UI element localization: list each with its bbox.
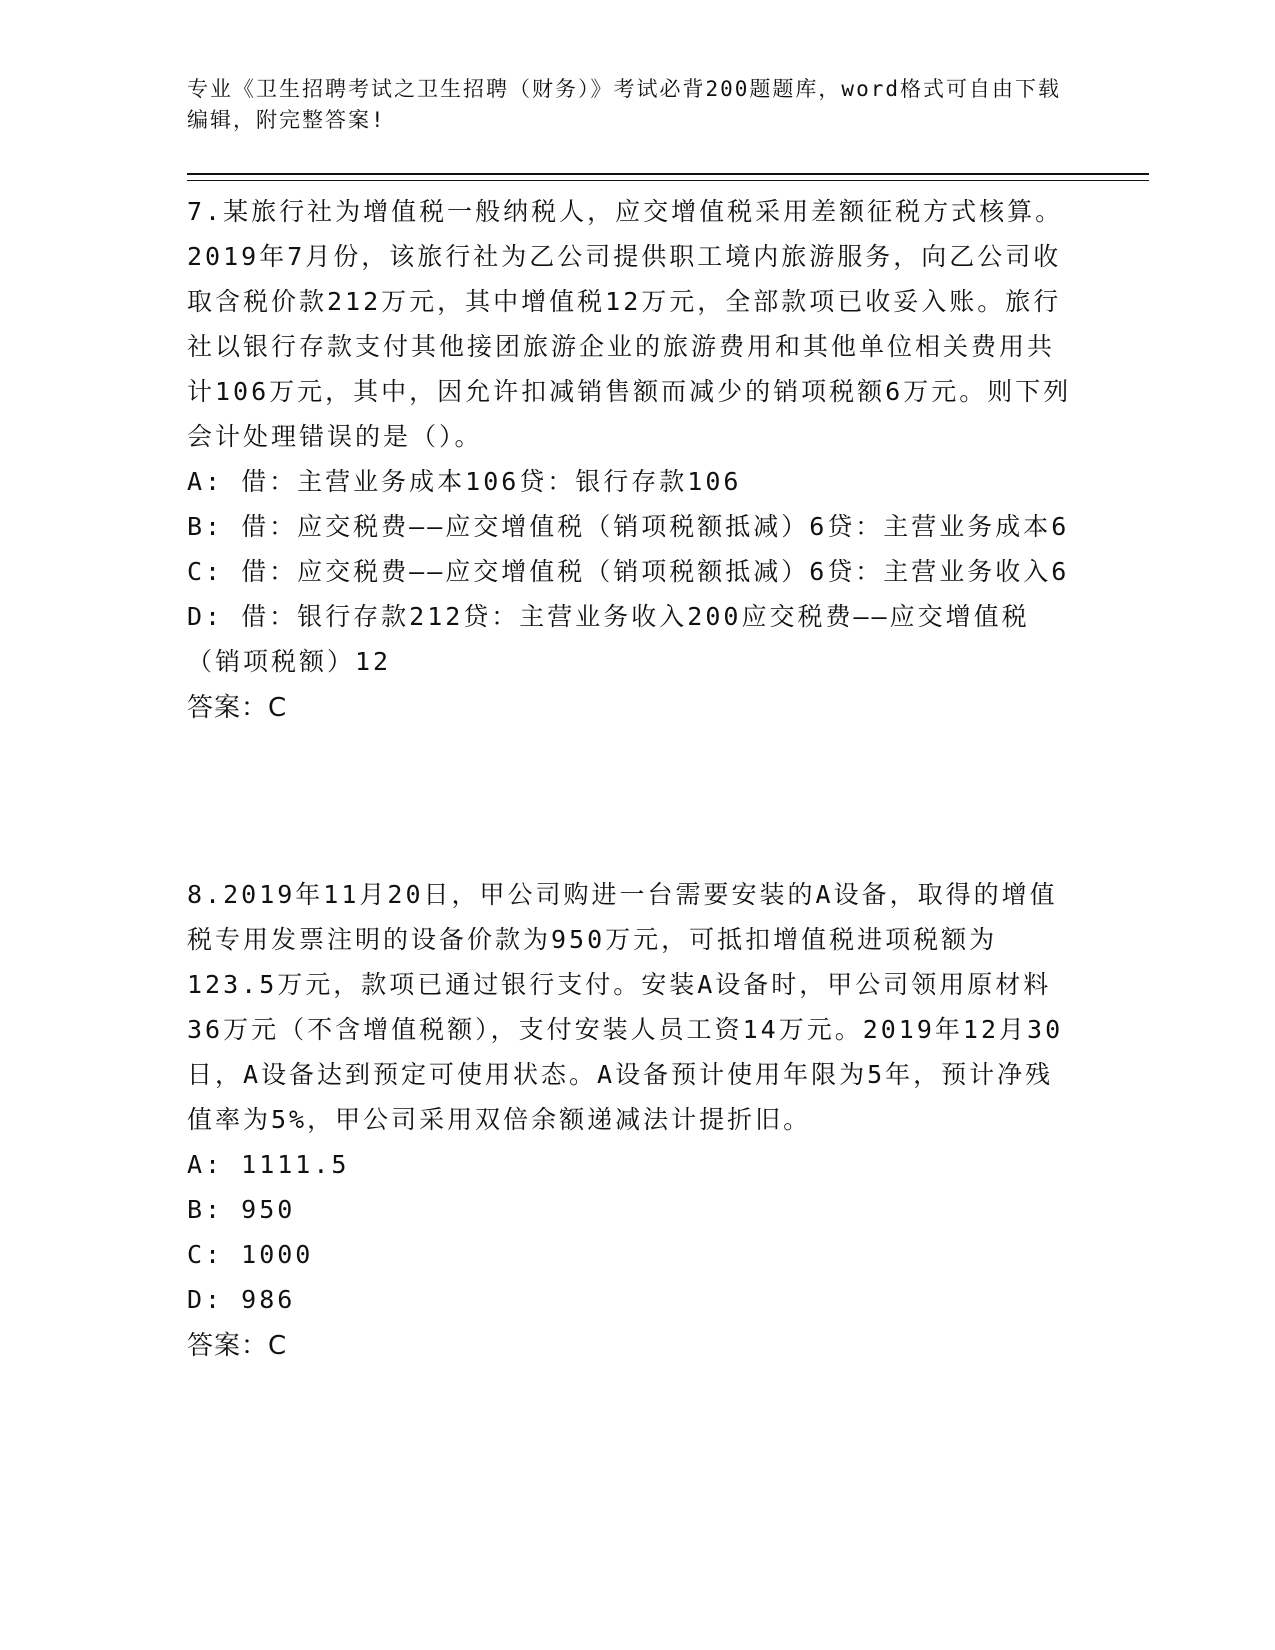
question-7 — [187, 189, 1072, 731]
option-d: D: 借：银行存款212贷：主营业务收入200应交税费——应交增值税（销项税额）12 — [187, 602, 1030, 676]
question-8 — [187, 872, 1072, 1369]
option-a: A: 借：主营业务成本106贷：银行存款106 — [187, 467, 742, 496]
option-c: C: 借：应交税费——应交增值税（销项税额抵减）6贷：主营业务收入6 — [187, 557, 1070, 586]
document-header: 专业《卫生招聘考试之卫生招聘（财务）》考试必背200题题库，word格式可自由下载编辑，附完整答案! — [187, 77, 1061, 132]
answer: 答案：C — [187, 1331, 288, 1361]
option-b: B: 950 — [187, 1195, 296, 1224]
question-stem: 8.2019年11月20日，甲公司购进一台需要安装的A设备，取得的增值税专用发票注明的设备价款为950万元，可抵扣增值税进项税额为123.5万元，款项已通过银行支付。安装A设备时，甲公司领用原材料36万元（不含增值税额），支付安装人员工资14万元。2019年12月30日，A设备达到预定可使用状态。A设备预计使用年限为5年，预计净残值率为5%，甲公司采用双倍余额递减法计提折旧。 — [187, 880, 1064, 1134]
option-c: C: 1000 — [187, 1240, 314, 1269]
option-a: A: 1111.5 — [187, 1150, 350, 1179]
header-divider-thick — [187, 173, 1149, 175]
question-stem: 7.某旅行社为增值税一般纳税人，应交增值税采用差额征税方式核算。2019年7月份，该旅行社为乙公司提供职工境内旅游服务，向乙公司收取含税价款212万元，其中增值税12万元，全部款项已收妥入账。旅行社以银行存款支付其他接团旅游企业的旅游费用和其他单位相关费用共计106万元，其中，因允许扣减销售额而减少的销项税额6万元。则下列会计处理错误的是（）。 — [187, 197, 1072, 451]
answer: 答案：C — [187, 693, 288, 723]
header-divider-thin — [187, 180, 1149, 181]
option-b: B: 借：应交税费——应交增值税（销项税额抵减）6贷：主营业务成本6 — [187, 512, 1070, 541]
option-d: D: 986 — [187, 1285, 296, 1314]
